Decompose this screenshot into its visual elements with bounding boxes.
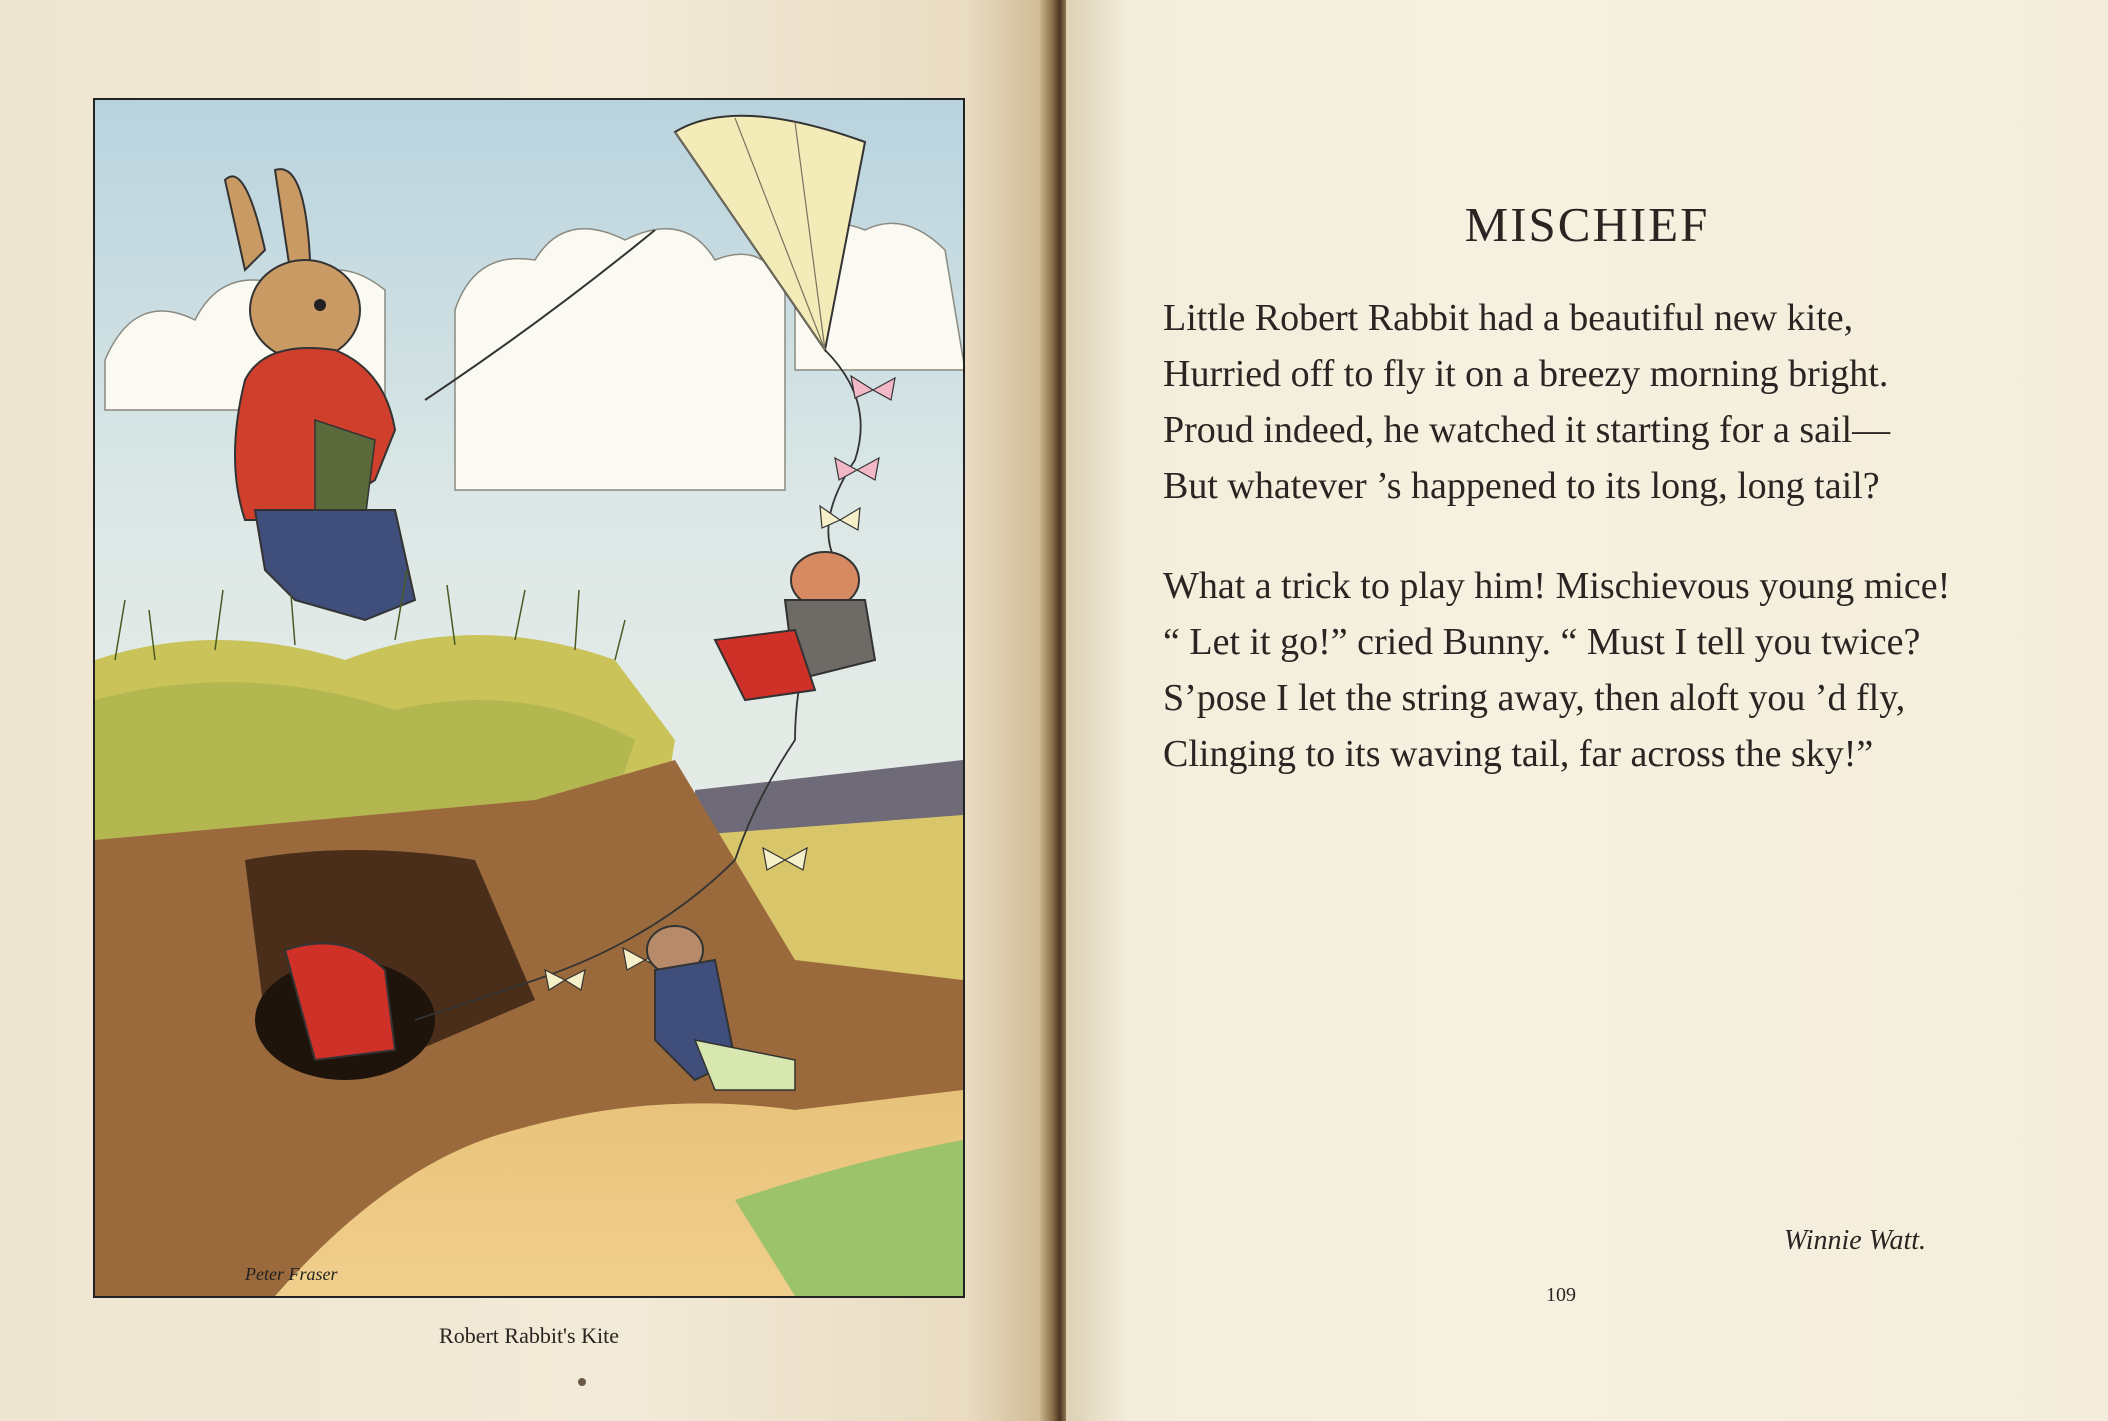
page-number: 109 <box>1546 1284 1576 1306</box>
poem-author: Winnie Watt. <box>1783 1225 1926 1256</box>
poem-line: Little Robert Rabbit had a beautiful new kite, <box>1163 297 1854 339</box>
poem-line: “ Let it go!” cried Bunny. “ Must I tell you twice? <box>1163 621 1921 663</box>
poem-line: Clinging to its waving tail, far across the sky!” <box>1163 733 1874 775</box>
poem-body <box>1163 290 1963 782</box>
artist-signature: Peter Fraser <box>245 1264 338 1284</box>
poem-line: S’pose I let the string away, then aloft you ’d fly, <box>1163 677 1906 719</box>
illustration-caption: Robert Rabbit's Kite <box>439 1323 619 1348</box>
kite-illustration <box>93 98 965 1298</box>
poem-line: But whatever ’s happened to its long, long tail? <box>1163 465 1880 507</box>
stanza-1 <box>1163 290 1963 514</box>
poem-title: MISCHIEF <box>1464 197 1710 252</box>
poem-line: What a trick to play him! Mischievous young mice! <box>1163 565 1951 607</box>
poem-line: Hurried off to fly it on a breezy morning bright. <box>1163 353 1889 395</box>
page-ornament <box>578 1378 586 1386</box>
poem-line: Proud indeed, he watched it starting for a sail— <box>1163 409 1891 451</box>
stanza-2 <box>1163 558 1963 782</box>
